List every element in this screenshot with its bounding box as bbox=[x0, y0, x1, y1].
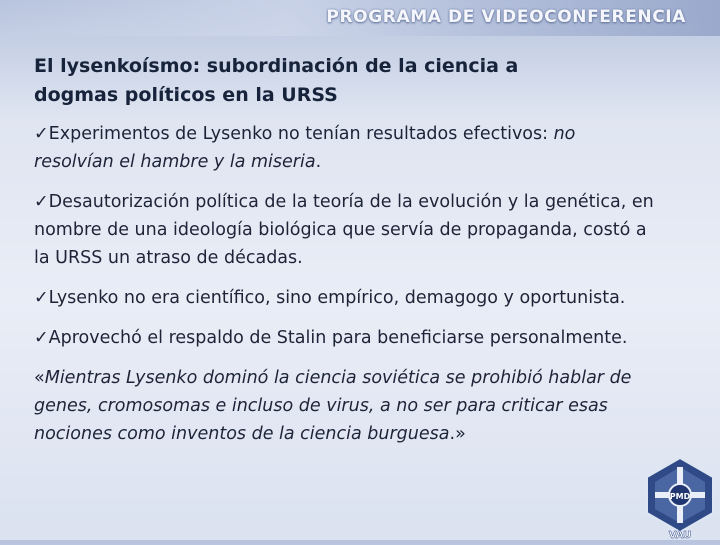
vau-logo bbox=[641, 455, 719, 540]
bullet-emphasis: no resolvían el hambre y la miseria bbox=[34, 124, 576, 172]
bullet-item bbox=[34, 284, 654, 312]
logo-caption: VAU bbox=[668, 530, 692, 540]
header-banner bbox=[0, 0, 720, 36]
quote-close-mark: .» bbox=[449, 424, 466, 444]
bullet-item bbox=[34, 120, 654, 176]
checkmark-icon: ✓ bbox=[34, 288, 49, 308]
bullet-text: Experimentos de Lysenko no tenían resultados efectivos: bbox=[48, 124, 554, 144]
checkmark-icon: ✓ bbox=[34, 328, 49, 348]
logo-inner-text: PMD bbox=[669, 492, 691, 501]
program-title: PROGRAMA DE VIDEOCONFERENCIA bbox=[326, 7, 686, 27]
bullet-text: Desautorización política de la teoría de la evolución y la genética, en nombre de una ideología biológica que servía de propaganda, costó a la URSS un atraso de décadas. bbox=[34, 192, 654, 268]
bullet-item bbox=[34, 324, 654, 352]
quote-text: Mientras Lysenko dominó la ciencia soviética se prohibió hablar de genes, cromosomas e incluso de virus, a no ser para criticar esas nociones como inventos de la ciencia burguesa bbox=[34, 368, 632, 444]
bullet-tail: . bbox=[315, 152, 322, 172]
checkmark-icon: ✓ bbox=[34, 124, 49, 144]
checkmark-icon: ✓ bbox=[34, 192, 49, 212]
bullet-text: Aprovechó el respaldo de Stalin para beneficiarse personalmente. bbox=[48, 328, 628, 348]
quote-block bbox=[34, 364, 654, 448]
bullet-text: Lysenko no era científico, sino empírico, demagogo y oportunista. bbox=[48, 288, 626, 308]
slide-content bbox=[34, 120, 654, 448]
slide-title: El lysenkoísmo: subordinación de la ciencia a dogmas políticos en la URSS bbox=[34, 55, 519, 106]
logo-emblem-icon bbox=[641, 455, 719, 540]
bullet-item bbox=[34, 188, 654, 272]
quote-open-mark: « bbox=[34, 368, 45, 388]
